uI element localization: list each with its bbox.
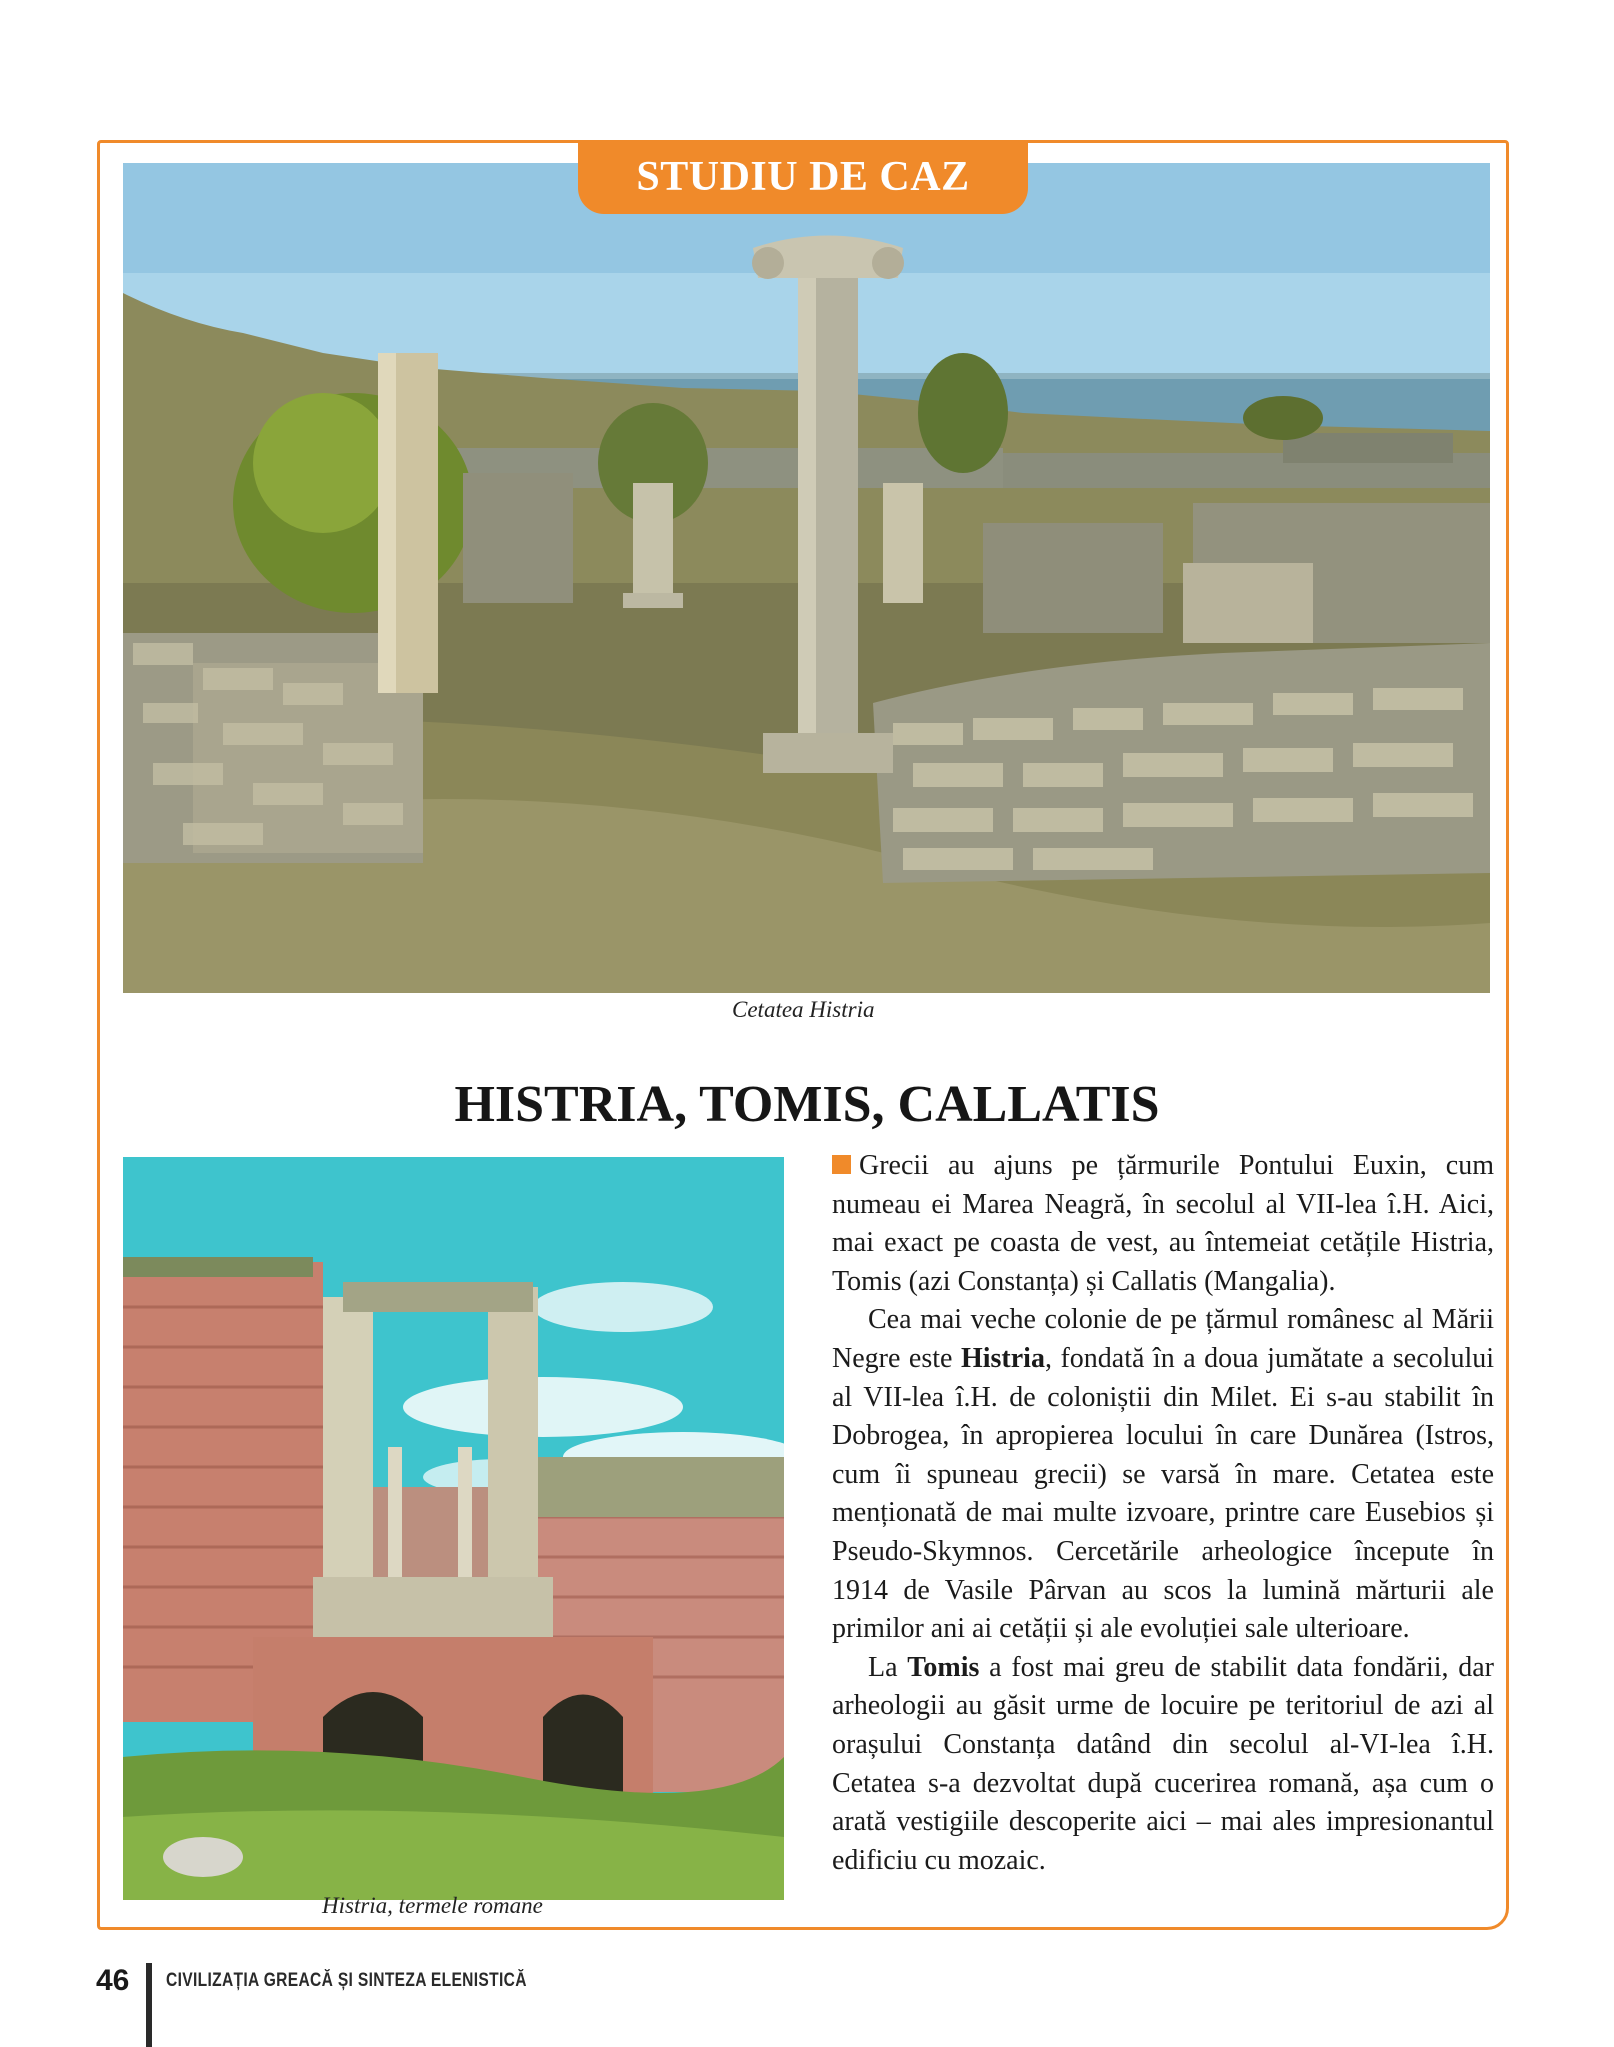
paragraph-2: Cea mai veche colonie de pe țărmul românesc al Mării Negre este Histria, fondată în a doua jumătate a secolului al VII-lea î.H. de coloniștii din Milet. Ei s-au stabilit în Dobrogea, în apropierea locului în care Dunărea (Istros, cum îi spuneau grecii) se varsă în mare. Cetatea este menționată de mai multe izvoare, printre care Eusebios și Pseudo-Skymnos. Cercetările arheologice începute în 1914 de Vasile Pârvan au scos la lumină mărturii ale primilor ani ai cetății și ale evoluției sale ulterioare. — [832, 1304, 1495, 1645]
paragraph-1: Grecii au ajuns pe țărmurile Pontului Euxin, cum numeau ei Marea Neagră, în secolul al VII-lea î.H. Aici, mai exact pe coasta de vest, au întemeiat cetățile Histria, Tomis (azi Constanța) și Callatis (Mangalia). — [832, 1150, 1494, 1297]
page-number: 46 — [96, 1964, 130, 1997]
photo2-caption: Histria, termele romane — [322, 1893, 543, 1918]
page-title: HISTRIA, TOMIS, CALLATIS — [454, 1076, 1160, 1133]
tomis-bold: Tomis — [907, 1651, 980, 1683]
footer-divider — [146, 1963, 152, 2047]
case-study-badge: STUDIU DE CAZ — [578, 140, 1028, 214]
chapter-title: CIVILIZAȚIA GREACĂ ȘI SINTEZA ELENISTICĂ — [166, 1970, 527, 1991]
article-text — [832, 1147, 1494, 1880]
histria-bold: Histria — [960, 1342, 1045, 1374]
paragraph-3: La Tomis a fost mai greu de stabilit data fondării, dar arheologii au găsit urme de locuire pe teritoriul de azi al orașului Constanța datând din secolul al-VI-lea î.H. Cetatea s-a dezvoltat după cucerirea romană, așa cum o arată vestigiile descoperite aici – mai ales impresionantul edificiu cu mozaic. — [832, 1651, 1495, 1876]
histria-fortress-photo — [123, 163, 1490, 993]
orange-square-bullet-icon — [832, 1155, 851, 1174]
roman-baths-photo — [123, 1157, 784, 1900]
photo1-caption: Cetatea Histria — [732, 997, 875, 1022]
